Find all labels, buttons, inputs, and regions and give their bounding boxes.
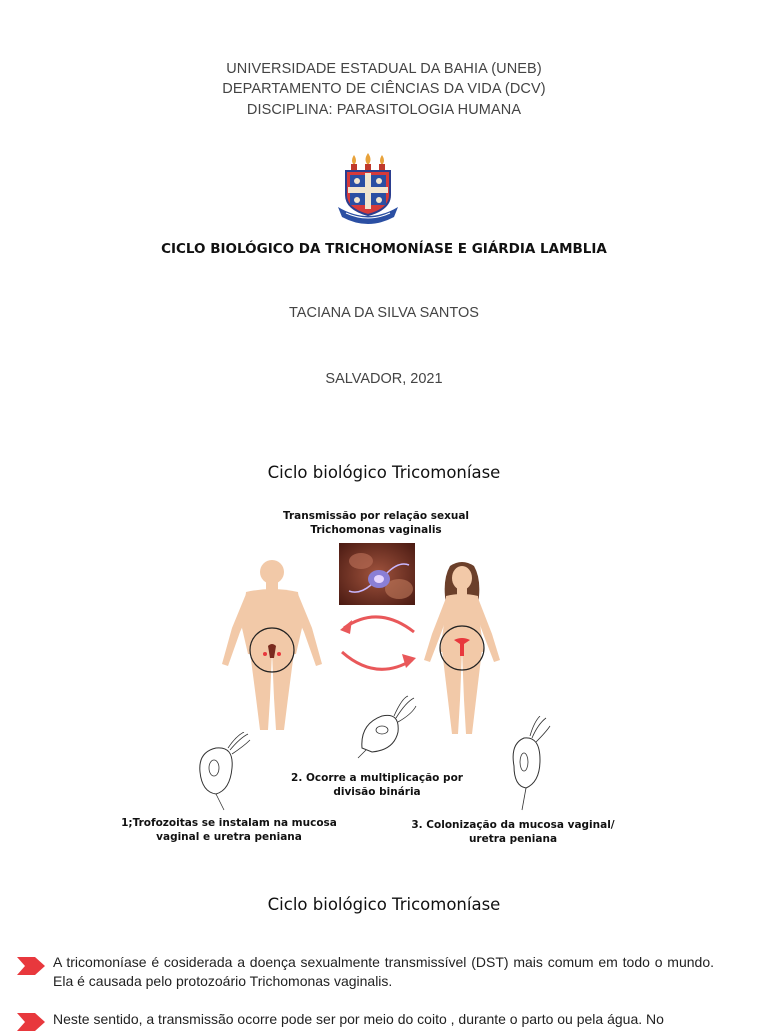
step3-label <box>410 818 616 846</box>
university-seal-icon <box>336 151 400 225</box>
section-title: Ciclo biológico Tricomoníase <box>267 895 501 914</box>
step1-label-line1: 1;Trofozoitas se instalam na mucosa <box>121 817 337 829</box>
transmission-label <box>266 509 486 537</box>
document-title: CICLO BIOLÓGICO DA TRICHOMONÍASE E GIÁRDIA LAMBLIA <box>161 241 607 257</box>
protozoan-sketch-center <box>352 694 418 760</box>
male-body-illustration <box>216 558 328 734</box>
author-name: TACIANA DA SILVA SANTOS <box>289 305 479 321</box>
step1-label <box>118 816 340 844</box>
red-arrow-bullet-icon <box>17 1011 45 1033</box>
trichomonas-photo <box>339 543 415 605</box>
university-name: UNIVERSIDADE ESTADUAL DA BAHIA (UNEB) <box>226 61 542 77</box>
transmission-label-line2: Trichomonas vaginalis <box>310 524 442 536</box>
female-body-illustration <box>416 560 508 736</box>
protozoan-sketch-left <box>194 732 252 812</box>
figure-title: Ciclo biológico Tricomoníase <box>267 463 501 482</box>
paragraph-2: Neste sentido, a transmissão ocorre pode ser por meio do coito , durante o parto ou pela água. No <box>53 1011 664 1027</box>
step1-label-line2: vaginal e uretra peniana <box>156 831 302 843</box>
department-name: DEPARTAMENTO DE CIÊNCIAS DA VIDA (DCV) <box>222 81 546 97</box>
step3-label-line1: 3. Colonização da mucosa vaginal/ <box>411 819 615 831</box>
red-arrow-bullet-icon <box>17 955 45 977</box>
step2-label-line1: 2. Ocorre a multiplicação por <box>291 772 463 784</box>
step2-label-line2: divisão binária <box>333 786 421 798</box>
step2-label <box>282 771 472 799</box>
protozoan-sketch-right <box>506 716 552 812</box>
cycle-arrows <box>336 608 420 678</box>
step3-label-line2: uretra peniana <box>468 833 558 845</box>
transmission-label-line1: Transmissão por relação sexual <box>282 510 470 522</box>
paragraph-1: A tricomoníase é cosiderada a doença sexualmente transmissível (DST) mais comum em todo o mundo. Ela é causada pelo protozoário Trichomonas vaginalis. <box>53 954 714 989</box>
discipline-name: DISCIPLINA: PARASITOLOGIA HUMANA <box>246 102 522 118</box>
city-year: SALVADOR, 2021 <box>325 371 443 387</box>
